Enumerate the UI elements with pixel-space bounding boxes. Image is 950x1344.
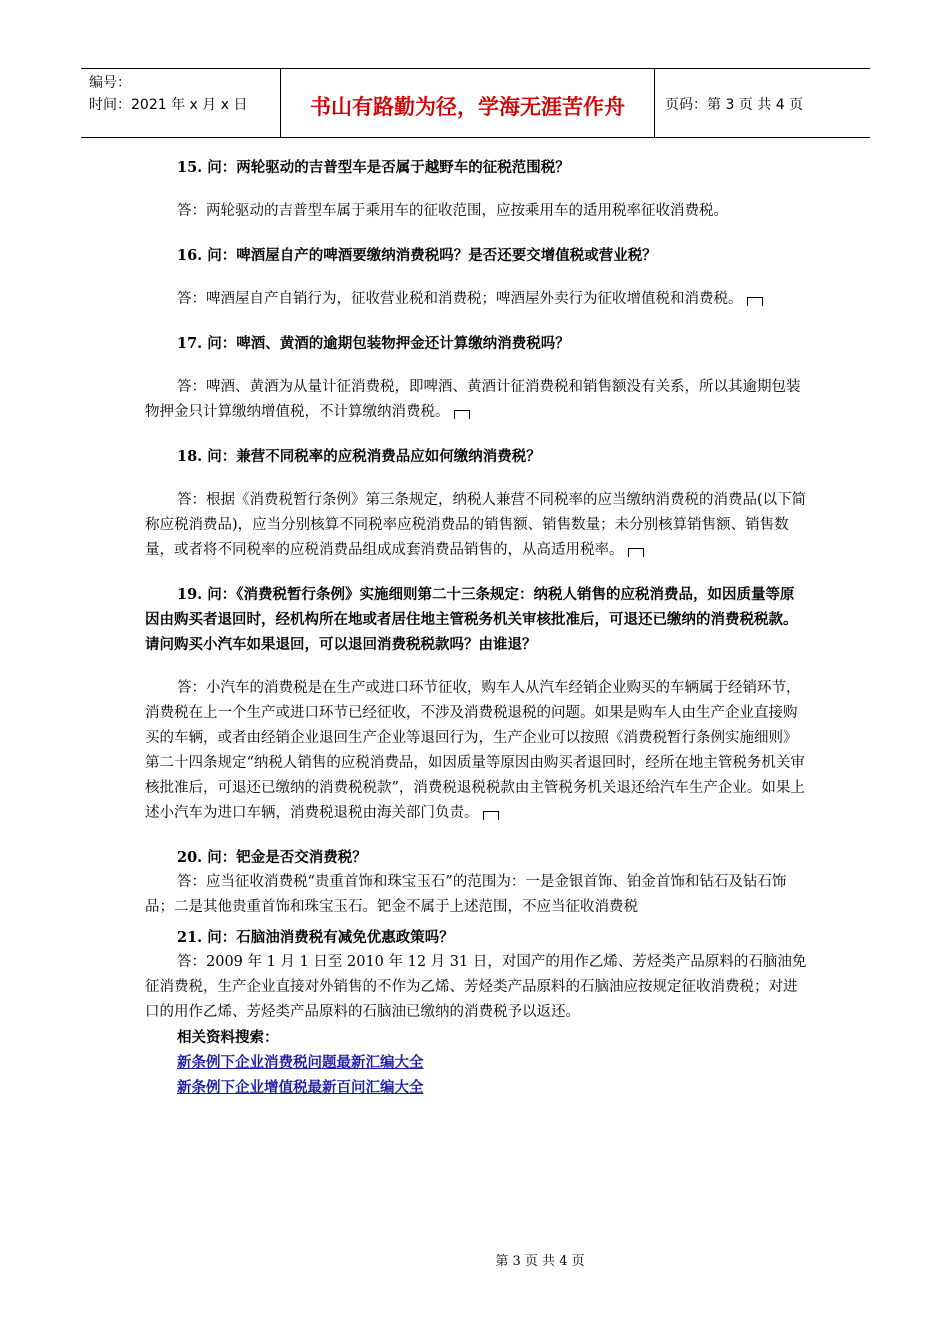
paragraph-mark-icon bbox=[747, 297, 763, 306]
answer-17 bbox=[145, 375, 808, 425]
paragraph-mark-icon bbox=[454, 410, 470, 419]
answer-20: 答：应当征收消费税“贵重首饰和珠宝玉石”的范围为：一是金银首饰、铂金首饰和钻石及钻石饰品；二是其他贵重首饰和珠宝玉石。钯金不属于上述范围，不应当征收消费税 bbox=[145, 874, 787, 915]
document-body bbox=[145, 155, 808, 1100]
answer-15: 答：两轮驱动的吉普型车属于乘用车的征收范围，应按乘用车的适用税率征收消费税。 bbox=[177, 203, 728, 219]
related-title: 相关资料搜索： bbox=[177, 1029, 279, 1046]
date-label: 时间：2021 年 x 月 x 日 bbox=[89, 97, 248, 113]
paragraph-mark-icon bbox=[483, 811, 499, 820]
question-20: 20. 问：钯金是否交消费税？ bbox=[177, 849, 367, 866]
answer-19 bbox=[145, 676, 808, 826]
answer-16-text: 答：啤酒屋自产自销行为，征收营业税和消费税；啤酒屋外卖行为征收增值税和消费税。 bbox=[177, 291, 743, 307]
question-18: 18. 问：兼营不同税率的应税消费品应如何缴纳消费税？ bbox=[177, 448, 541, 465]
question-21: 21. 问：石脑油消费税有减免优惠政策吗？ bbox=[177, 929, 454, 946]
page-footer: 第 3 页 共 4 页 bbox=[495, 1254, 585, 1269]
header-page-info: 页码：第 3 页 共 4 页 bbox=[665, 97, 804, 113]
answer-17-text: 答：啤酒、黄酒为从量计征消费税，即啤酒、黄酒计征消费税和销售额没有关系，所以其逾期包装物押金只计算缴纳增值税，不计算缴纳消费税。 bbox=[145, 379, 801, 420]
doc-number-label: 编号： bbox=[89, 75, 131, 91]
header-left-cell bbox=[81, 69, 281, 137]
paragraph-mark-icon bbox=[628, 548, 644, 557]
question-16: 16. 问：啤酒屋自产的啤酒要缴纳消费税吗？是否还要交增值税或营业税？ bbox=[177, 247, 657, 264]
answer-18-text: 答：根据《消费税暂行条例》第三条规定，纳税人兼营不同税率的应当缴纳消费税的消费品(以下简称应税消费品)，应当分别核算不同税率应税消费品的销售额、销售数量；未分别核算销售额、销售数量，或者将不同税率的应税消费品组成成套消费品销售的，从高适用税率。 bbox=[145, 492, 807, 558]
header-motto: 书山有路勤为径，学海无涯苦作舟 bbox=[281, 69, 655, 137]
answer-18 bbox=[145, 488, 808, 563]
answer-16 bbox=[145, 287, 808, 312]
question-15: 15. 问：两轮驱动的吉普型车是否属于越野车的征税范围税？ bbox=[177, 159, 570, 176]
question-19: 19. 问：《消费税暂行条例》实施细则第二十三条规定：纳税人销售的应税消费品，如因质量等原因由购买者退回时，经机构所在地或者居住地主管税务机关审核批准后，可退还已缴纳的消费税税款。请问购买小汽车如果退回，可以退回消费税税款吗？由谁退？ bbox=[145, 586, 798, 653]
answer-21: 答：2009 年 1 月 1 日至 2010 年 12 月 31 日，对国产的用作乙烯、芳烃类产品原料的石脑油免征消费税，生产企业直接对外销售的不作为乙烯、芳烃类产品原料的石脑油应按规定征收消费税；对进口的用作乙烯、芳烃类产品原料的石脑油已缴纳的消费税予以返还。 bbox=[145, 954, 807, 1020]
page-header bbox=[81, 68, 870, 138]
related-link-consumption-tax[interactable]: 新条例下企业消费税问题最新汇编大全 bbox=[177, 1054, 424, 1071]
related-link-vat[interactable]: 新条例下企业增值税最新百问汇编大全 bbox=[177, 1079, 424, 1096]
answer-19-text: 答：小汽车的消费税是在生产或进口环节征收，购车人从汽车经销企业购买的车辆属于经销环节，消费税在上一个生产或进口环节已经征收，不涉及消费税退税的问题。如果是购车人由生产企业直接购买的车辆，或者由经销企业退回生产企业等退回行为，生产企业可以按照《消费税暂行条例实施细则》第二十四条规定“纳税人销售的应税消费品，如因质量等原因由购买者退回时，经所在地主管税务机关审核批准后，可退还已缴纳的消费税税款”，消费税退税税款由主管税务机关退还给汽车生产企业。如果上述小汽车为进口车辆，消费税退税由海关部门负责。 bbox=[145, 680, 805, 821]
question-17: 17. 问：啤酒、黄酒的逾期包装物押金还计算缴纳消费税吗？ bbox=[177, 335, 570, 352]
